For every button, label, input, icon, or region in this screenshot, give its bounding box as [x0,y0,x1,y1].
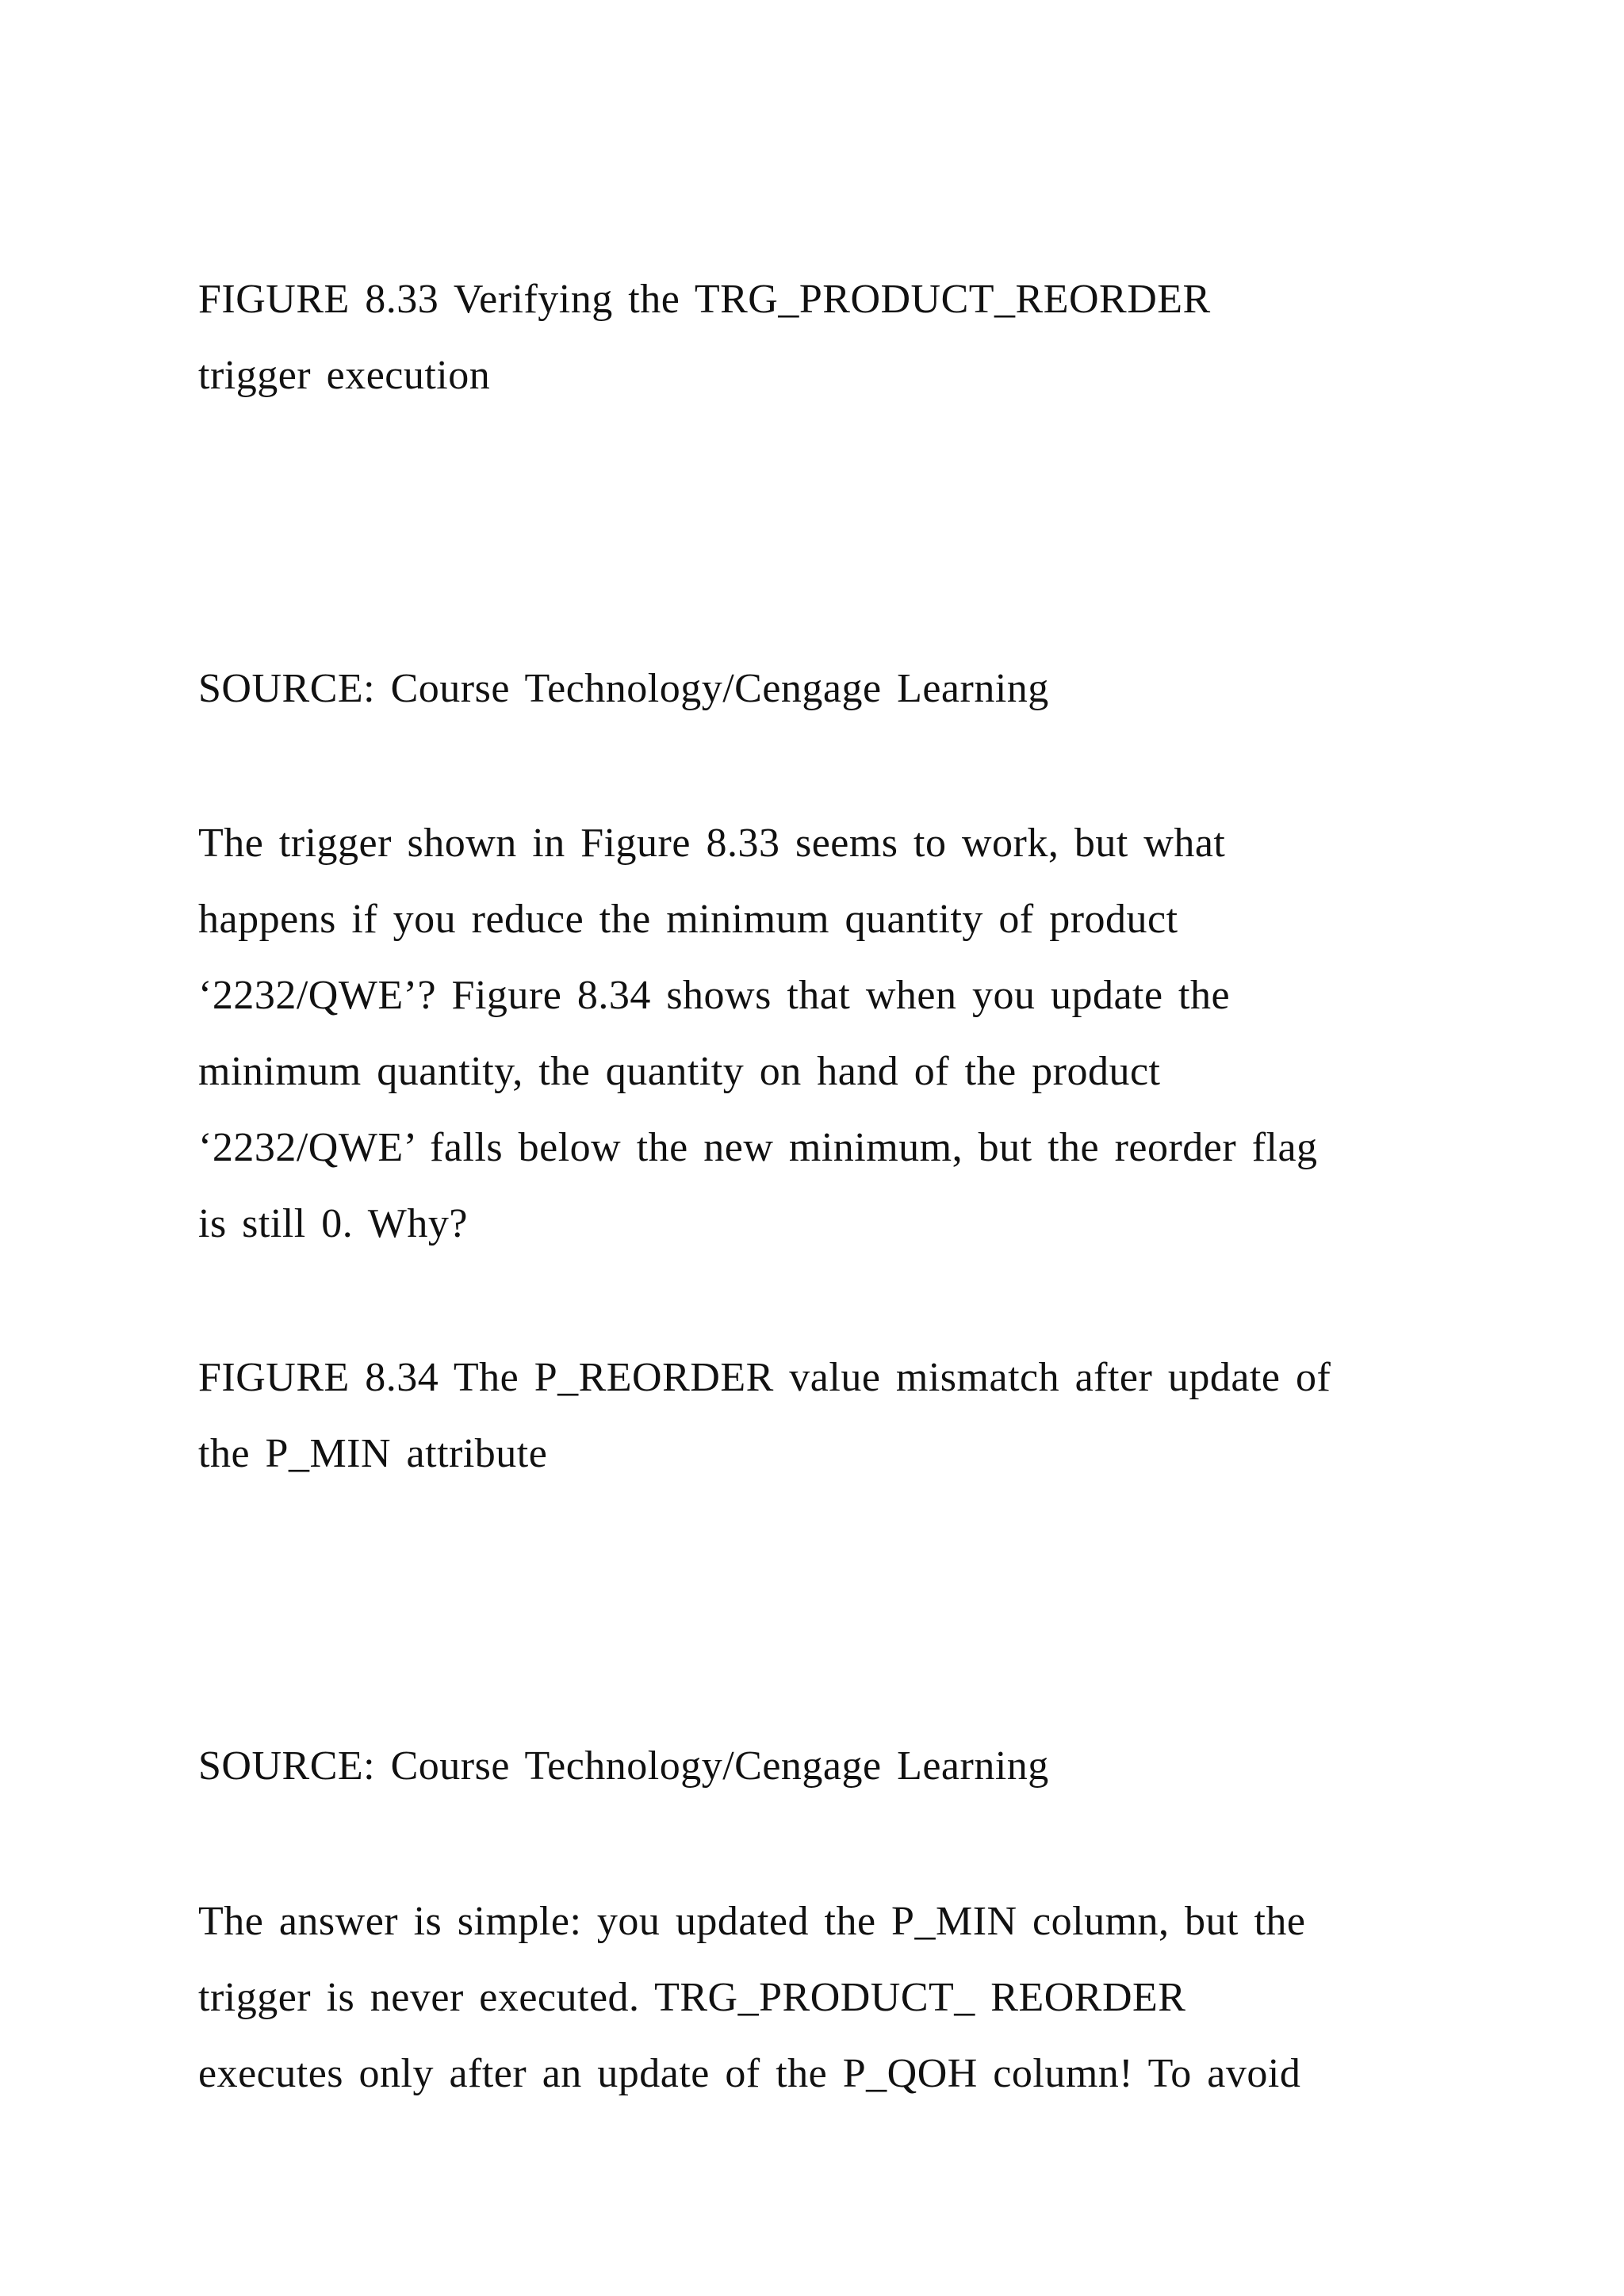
text-line: happens if you reduce the minimum quantity of product [198,897,1178,942]
text-line: ‘2232/QWE’? Figure 8.34 shows that when you update the [198,973,1231,1018]
text-line: The answer is simple: you updated the P_MIN column, but the [198,1899,1306,1944]
source-credit: SOURCE: Course Technology/Cengage Learning [198,1743,1049,1789]
text-line: The trigger shown in Figure 8.33 seems to work, but what [198,821,1226,866]
text-line: minimum quantity, the quantity on hand of the product [198,1049,1161,1094]
text-line: ‘2232/QWE’ falls below the new minimum, but the reorder flag [198,1125,1318,1170]
text-line: is still 0. Why? [198,1201,468,1246]
text-line: the P_MIN attribute [198,1431,548,1476]
text-line: executes only after an update of the P_QOH column! To avoid [198,2051,1301,2096]
text-line: FIGURE 8.34 The P_REORDER value mismatch after update of [198,1355,1331,1400]
text-line: trigger is never executed. TRG_PRODUCT_ REORDER [198,1975,1186,2020]
text-line: trigger execution [198,353,491,398]
source-credit: SOURCE: Course Technology/Cengage Learning [198,666,1049,711]
text-line: FIGURE 8.33 Verifying the TRG_PRODUCT_REORDER [198,277,1211,322]
